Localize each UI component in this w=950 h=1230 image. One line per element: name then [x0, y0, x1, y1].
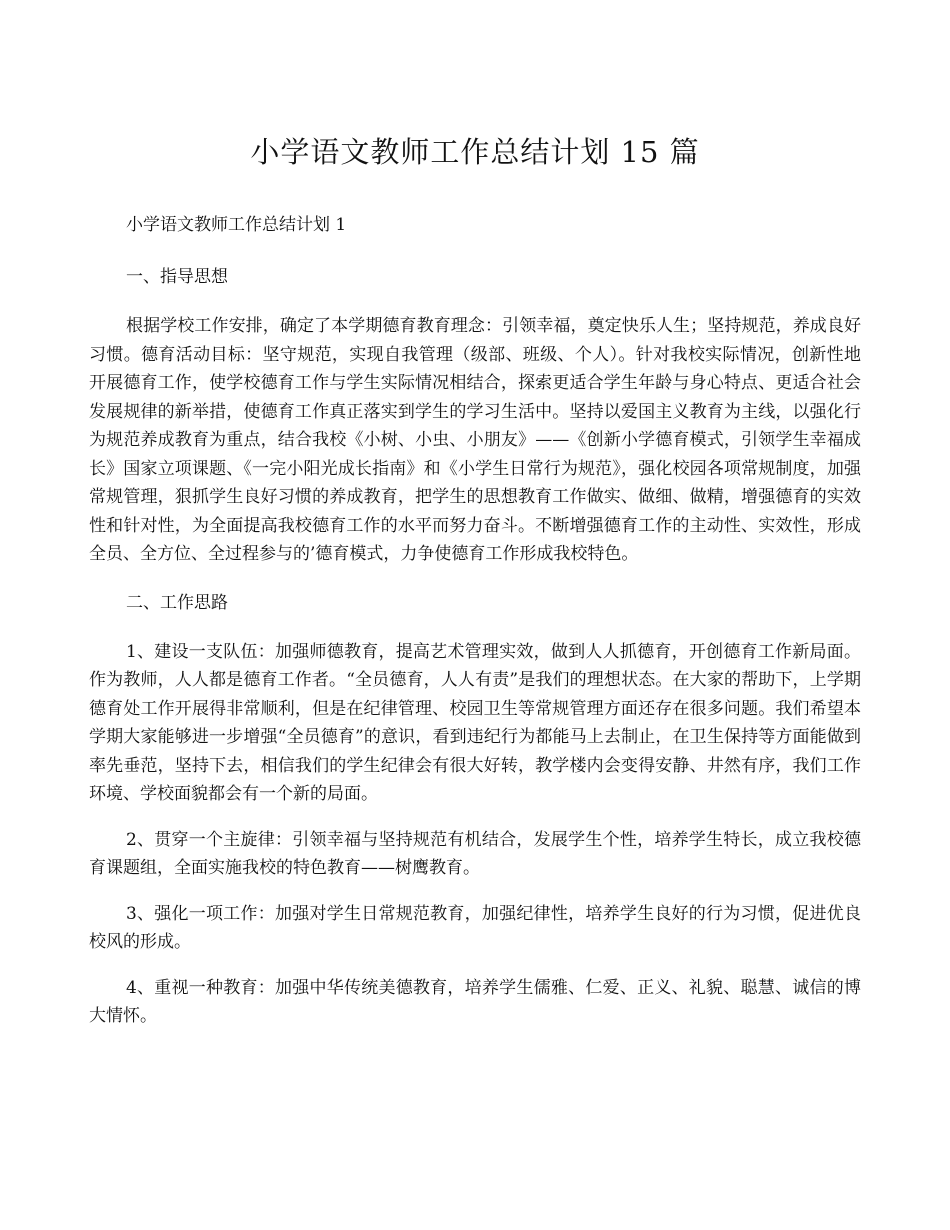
paragraph-guiding-ideology: 根据学校工作安排，确定了本学期德育教育理念：引领幸福，奠定快乐人生；坚持规范，养成良好习惯。德育活动目标：坚守规范，实现自我管理（级部、班级、个人）。针对我校实际情况，创新性地开展德育工作，使学校德育工作与学生实际情况相结合，探索更适合学生年龄与身心特点、更适合社会发展规律的新举措，使德育工作真正落实到学生的学习生活中。坚持以爱国主义教育为主线，以强化行为规范养成教育为重点，结合我校《小树、小虫、小朋友》——《创新小学德育模式，引领学生幸福成长》国家立项课题、《一完小阳光成长指南》和《小学生日常行为规范》，强化校园各项常规制度，加强常规管理，狠抓学生良好习惯的养成教育，把学生的思想教育工作做实、做细、做精，增强德育的实效性和针对性，为全面提高我校德育工作的水平而努力奋斗。不断增强德育工作的主动性、实效性，形成全员、全方位、全过程参与的’德育模式，力争使德育工作形成我校特色。 [89, 316, 861, 564]
section-heading-work-approach: 二、工作思路 [126, 592, 228, 613]
paragraph-item-4: 4、重视一种教育：加强中华传统美德教育，培养学生儒雅、仁爱、正义、礼貌、聪慧、诚信的博大情怀。 [89, 977, 861, 1026]
document-subtitle: 小学语文教师工作总结计划 1 [126, 215, 347, 235]
document-title: 小学语文教师工作总结计划 15 篇 [250, 135, 700, 169]
paragraph-item-3: 3、强化一项工作：加强对学生日常规范教育，加强纪律性，培养学生良好的行为习惯，促进优良校风的形成。 [89, 903, 861, 952]
paragraph-item-2: 2、贯穿一个主旋律：引领幸福与坚持规范有机结合，发展学生个性，培养学生特长，成立我校德育课题组，全面实施我校的特色教育——树鹰教育。 [89, 829, 861, 878]
document-body [89, 208, 861, 1048]
section-heading-guiding-ideology: 一、指导思想 [126, 267, 228, 287]
paragraph-item-1: 1、建设一支队伍：加强师德教育，提高艺术管理实效，做到人人抓德育，开创德育工作新局面。作为教师，人人都是德育工作者。“全员德育，人人有责”是我们的理想状态。在大家的帮助下，上学期德育处工作开展得非常顺利，但是在纪律管理、校园卫生等常规管理方面还存在很多问题。我们希望本学期大家能够进一步增强“全员德育”的意识，看到违纪行为都能马上去制止，在卫生保持等方面能做到率先垂范，坚持下去，相信我们的学生纪律会有很大好转，教学楼内会变得安静、井然有序，我们工作环境、学校面貌都会有一个新的局面。 [89, 641, 861, 804]
